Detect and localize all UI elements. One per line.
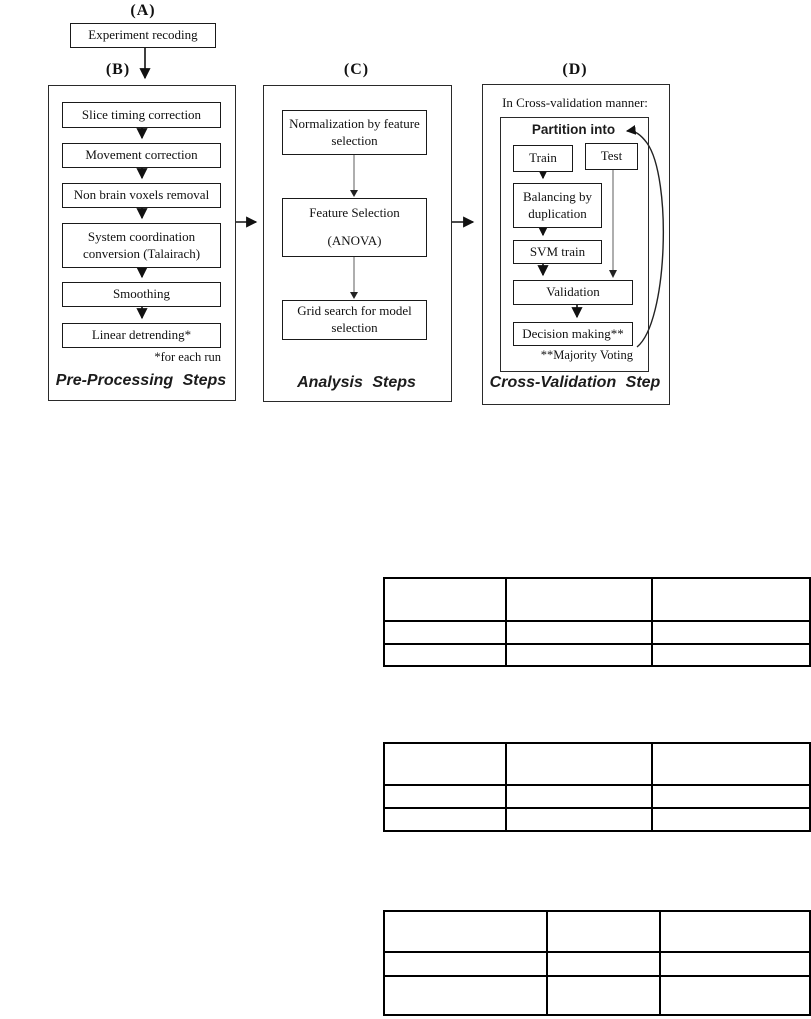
normalization-text: Normalization by feature selection [289,115,420,148]
table-cell [506,578,652,621]
table-cell [660,911,810,952]
feature-selection-box [282,198,427,257]
table-cell [652,743,810,785]
test-box [585,143,638,170]
cross-validation-caption: Cross-Validation Step [489,374,661,391]
table-row [384,808,810,831]
table-row [384,785,810,808]
preprocessing-caption: Pre-Processing Steps [55,372,227,389]
table-row [384,743,810,785]
table-cell [384,743,506,785]
decision-making-text: Decision making** [522,325,624,341]
analysis-caption: Analysis Steps [297,374,416,391]
table-cell [652,578,810,621]
smoothing-text: Smoothing [112,286,171,302]
table-row [384,578,810,621]
table-cell [384,621,506,644]
table-row [384,621,810,644]
table-cell [384,952,547,976]
balancing-text: Balancing by duplication [523,188,592,221]
cross-validation-manner-text: In Cross-validation manner: [502,95,648,110]
partition-into-text: Partition into [531,122,616,137]
table-cell [660,976,810,1015]
table-cell [506,621,652,644]
table-row [384,952,810,976]
table-2 [383,742,811,832]
table-cell [547,911,659,952]
non-brain-voxels-text: Non brain voxels removal [73,187,210,203]
validation-box [513,280,633,305]
table-cell [660,952,810,976]
svm-train-box [513,240,602,264]
table-cell [652,785,810,808]
decision-making-box [513,322,633,346]
table-cell [506,743,652,785]
slice-timing-text: Slice timing correction [81,106,202,122]
table-cell [506,644,652,666]
for-each-run-note: *for each run [154,350,221,364]
balancing-box [513,183,602,228]
experiment-recording-text: Experiment recoding [88,27,198,43]
movement-correction-box [62,143,221,168]
linear-detrending-text: Linear detrending* [91,327,192,343]
table-cell [384,644,506,666]
system-coordination-box [62,223,221,268]
panel-b-label: (B) [105,61,131,78]
feature-selection-text: Feature Selection [309,205,400,221]
panel-d-label: (D) [562,61,588,78]
table-cell [652,621,810,644]
table-cell [384,785,506,808]
majority-voting-note: **Majority Voting [540,348,633,362]
table-3 [383,910,811,1016]
table-cell [652,808,810,831]
table-cell [547,952,659,976]
linear-detrending-box [62,323,221,348]
svm-train-text: SVM train [529,243,586,259]
panel-c-label: (C) [343,61,370,78]
train-text: Train [529,150,557,166]
table-row [384,976,810,1015]
panel-a-label: (A) [130,2,156,19]
movement-correction-text: Movement correction [85,147,198,163]
experiment-recording-box [70,23,216,48]
train-box [513,145,573,172]
table-cell [506,808,652,831]
normalization-box [282,110,427,155]
slice-timing-box [62,102,221,128]
anova-text: (ANOVA) [327,233,382,248]
table-cell [652,644,810,666]
table-cell [506,785,652,808]
table-1 [383,577,811,667]
table-cell [384,808,506,831]
table-cell [384,976,547,1015]
grid-search-box [282,300,427,340]
table-cell [384,578,506,621]
test-text: Test [600,148,623,164]
system-coordination-text: System coordination conversion (Talairach) [82,228,201,261]
smoothing-box [62,282,221,307]
table-row [384,911,810,952]
grid-search-text: Grid search for model selection [297,303,412,335]
table-row [384,644,810,666]
non-brain-voxels-box [62,183,221,208]
table-cell [384,911,547,952]
table-cell [547,976,659,1015]
validation-text: Validation [546,284,600,300]
